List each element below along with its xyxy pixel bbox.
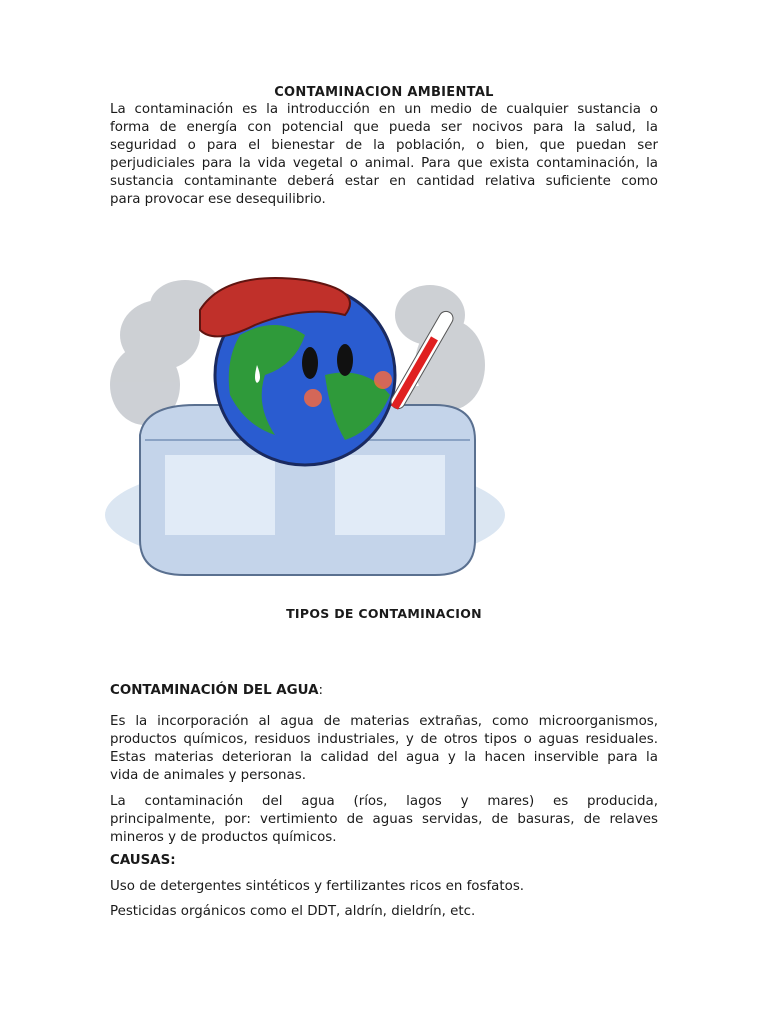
text-line: La contaminación del agua (ríos, lagos y mares) es producida, [110, 794, 658, 809]
text-line: mineros y de productos químicos. [110, 830, 337, 845]
causes-heading: CAUSAS: [110, 853, 176, 868]
text-line: sustancia contaminante deberá estar en cantidad relativa suficiente como [110, 174, 658, 189]
text-line: para provocar ese desequilibrio. [110, 192, 326, 207]
water-paragraph-1 [110, 713, 658, 785]
text-line: principalmente, por: vertimiento de aguas servidas, de basuras, de relaves [110, 812, 658, 827]
water-heading [110, 683, 658, 698]
intro-paragraph [110, 101, 658, 209]
text-line: forma de energía con potencial que pueda ser nocivos para la salud, la [110, 120, 658, 135]
section-subtitle: TIPOS DE CONTAMINACION [286, 606, 482, 621]
text-line: perjudiciales para la vida vegetal o animal. Para que exista contaminación, la [110, 156, 658, 171]
text-line: vida de animales y personas. [110, 768, 306, 783]
text-line: La contaminación es la introducción en un medio de cualquier sustancia o [110, 102, 658, 117]
text-line: Es la incorporación al agua de materias extrañas, como microorganismos, [110, 714, 658, 729]
text-line: productos químicos, residuos industriales, y de otros tipos o aguas residuales. [110, 732, 658, 747]
sick-earth-illustration [105, 265, 605, 605]
section-heading: CONTAMINACIÓN DEL AGUA [110, 683, 319, 698]
heading-colon: : [318, 683, 323, 698]
water-paragraph-2 [110, 793, 658, 847]
text-line: seguridad o para el bienestar de la población, o bien, que puedan ser [110, 138, 658, 153]
text-line: Estas materias deterioran la calidad del agua y la hacen inservible para la [110, 750, 658, 765]
cause-item: Pesticidas orgánicos como el DDT, aldrín, dieldrín, etc. [110, 904, 476, 919]
cause-item: Uso de detergentes sintéticos y fertilizantes ricos en fosfatos. [110, 879, 525, 894]
document-title: CONTAMINACION AMBIENTAL [274, 85, 494, 100]
